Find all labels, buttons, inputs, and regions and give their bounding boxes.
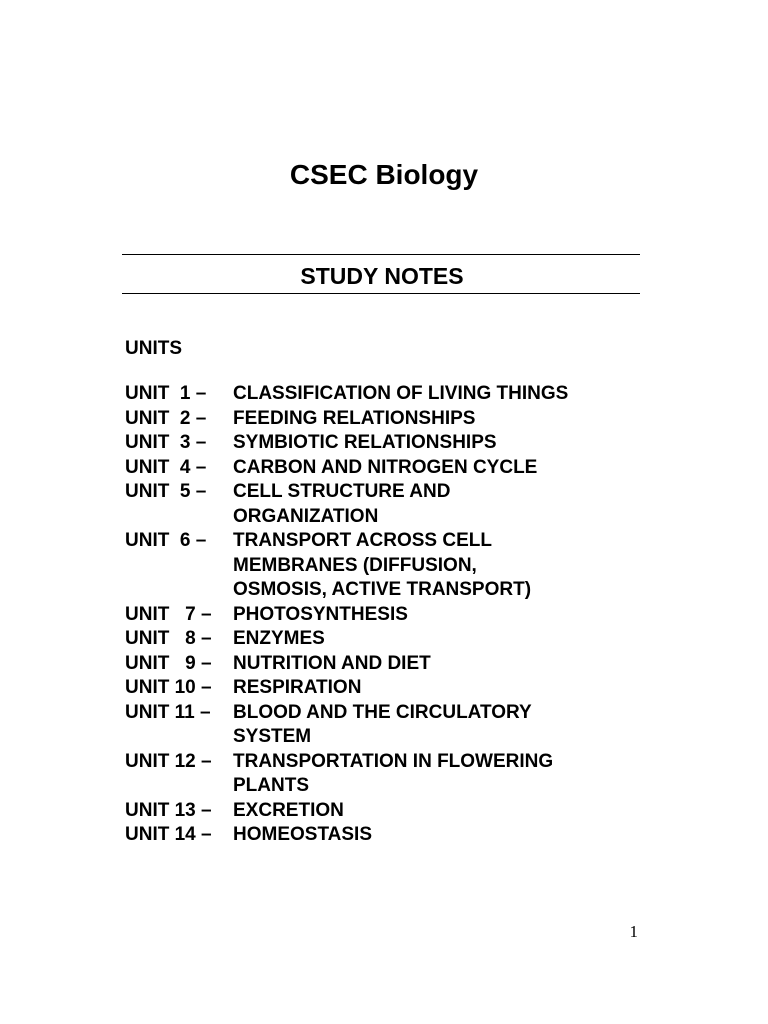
unit-title: CELL STRUCTURE AND ORGANIZATION <box>233 481 451 527</box>
unit-number: UNIT 7 – <box>125 603 212 625</box>
unit-item <box>125 750 685 799</box>
unit-item <box>125 529 685 603</box>
unit-item <box>125 627 685 652</box>
unit-item <box>125 382 685 407</box>
units-heading: UNITS <box>125 338 182 359</box>
unit-title: SYMBIOTIC RELATIONSHIPS <box>233 432 497 453</box>
unit-title: EXCRETION <box>233 799 344 821</box>
unit-item <box>125 799 685 824</box>
unit-number: UNIT 2 – <box>125 407 207 429</box>
unit-title: HOMEOSTASIS <box>233 824 372 845</box>
unit-number: UNIT 14 – <box>125 824 212 845</box>
unit-title: TRANSPORT ACROSS CELL MEMBRANES (DIFFUSION, OSMOSIS, ACTIVE TRANSPORT) <box>233 530 532 600</box>
unit-item <box>125 407 685 432</box>
unit-number: UNIT 13 – <box>125 799 212 821</box>
unit-title: TRANSPORTATION IN FLOWERING PLANTS <box>233 750 554 796</box>
unit-number: UNIT 8 – <box>125 628 212 649</box>
document-subtitle: STUDY NOTES <box>300 263 464 289</box>
unit-title: BLOOD AND THE CIRCULATORY SYSTEM <box>233 701 532 747</box>
unit-item <box>125 603 685 628</box>
unit-item <box>125 456 685 481</box>
top-divider <box>122 254 640 255</box>
unit-number: UNIT 4 – <box>125 456 207 478</box>
unit-number: UNIT 3 – <box>125 432 207 453</box>
unit-number: UNIT 12 – <box>125 750 212 772</box>
unit-title: NUTRITION AND DIET <box>233 652 431 674</box>
unit-title: CARBON AND NITROGEN CYCLE <box>233 456 538 478</box>
unit-title: ENZYMES <box>233 628 325 649</box>
unit-item <box>125 701 685 750</box>
unit-item <box>125 431 685 456</box>
bottom-divider <box>122 293 640 294</box>
unit-item <box>125 652 685 677</box>
unit-number: UNIT 11 – <box>125 701 211 723</box>
unit-item <box>125 480 685 529</box>
unit-number: UNIT 6 – <box>125 530 207 551</box>
unit-list <box>125 382 685 848</box>
unit-title: CLASSIFICATION OF LIVING THINGS <box>233 383 569 404</box>
unit-number: UNIT 1 – <box>125 383 207 404</box>
unit-title: PHOTOSYNTHESIS <box>233 603 408 625</box>
unit-title: RESPIRATION <box>233 677 362 698</box>
unit-item <box>125 823 685 848</box>
unit-number: UNIT 10 – <box>125 677 212 698</box>
unit-title: FEEDING RELATIONSHIPS <box>233 407 476 429</box>
unit-number: UNIT 9 – <box>125 652 212 674</box>
document-title: CSEC Biology <box>289 159 479 190</box>
page-number: 1 <box>629 922 638 941</box>
unit-item <box>125 676 685 701</box>
unit-number: UNIT 5 – <box>125 481 207 502</box>
